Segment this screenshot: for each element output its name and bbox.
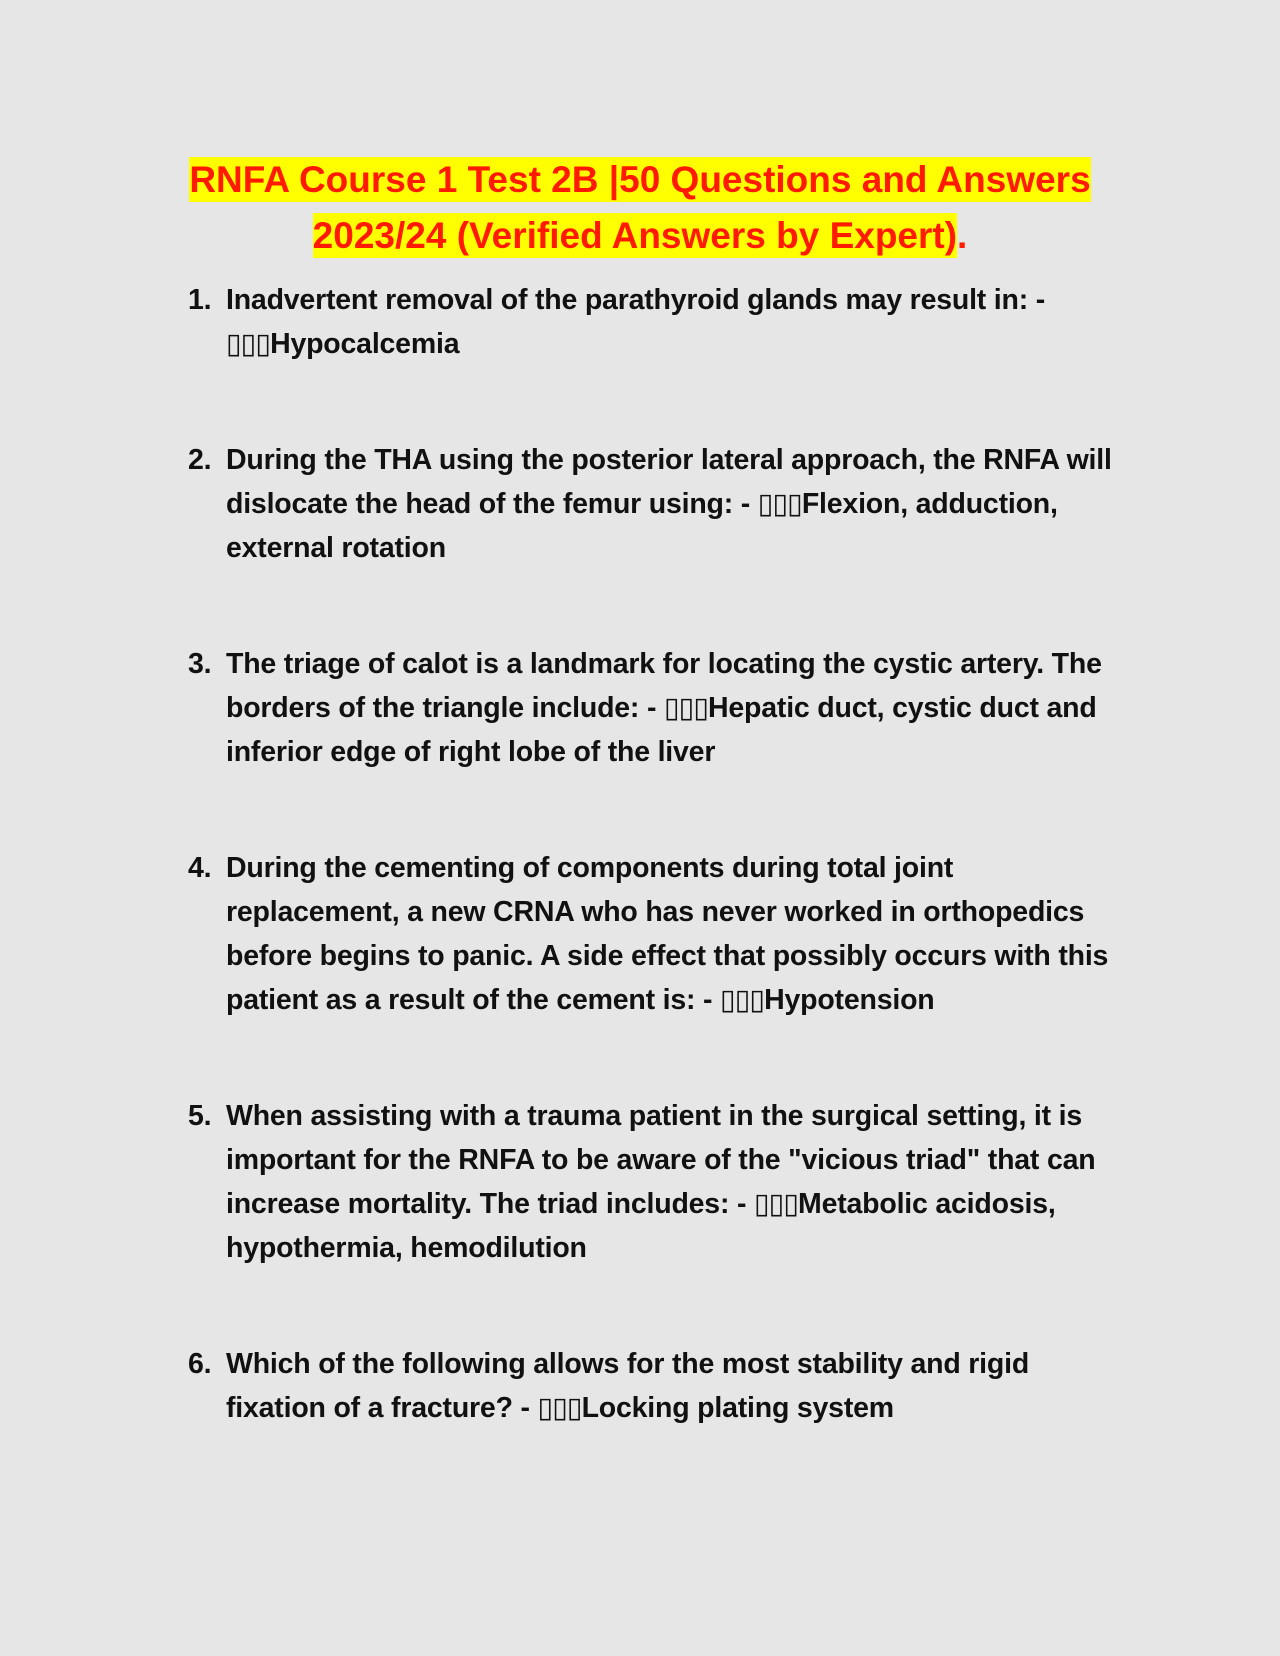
question-text: During the cementing of components during total joint replacement, a new CRNA who has never worked in orthopedics before begins to panic. A side effect that possibly occurs with this patient as a result of the cement is: - <box>226 852 1109 1016</box>
answer-text: Hypocalcemia <box>270 328 460 360</box>
answer-marker-glyphs: ▯▯▯ <box>720 984 765 1016</box>
question-number: 4. <box>188 852 212 884</box>
title-line-1: RNFA Course 1 Test 2B |50 Questions and Answers <box>189 159 1091 200</box>
answer-text: Hypotension <box>764 984 935 1016</box>
question-text: The triage of calot is a landmark for locating the cystic artery. The borders of the triangle include: - <box>226 648 1102 724</box>
answer-marker-glyphs: ▯▯▯ <box>663 692 709 724</box>
answer-text: Metabolic acidosis, hypothermia, hemodilution <box>226 1188 1056 1264</box>
answer-marker-glyphs: ▯▯▯ <box>757 488 802 520</box>
title-line-2: 2023/24 (Verified Answers by Expert) <box>312 215 958 256</box>
answer-text: Hepatic duct, cystic duct and inferior edge of right lobe of the liver <box>226 692 1097 768</box>
answer-text: Locking plating system <box>581 1392 894 1424</box>
question-number: 3. <box>188 648 212 680</box>
question-item <box>186 846 1126 1022</box>
question-number: 1. <box>188 284 212 316</box>
question-text: During the THA using the posterior lateral approach, the RNFA will dislocate the head of the femur using: - <box>226 444 1112 520</box>
question-item <box>186 1094 1126 1270</box>
title-period: . <box>957 215 968 256</box>
question-number: 2. <box>188 444 212 476</box>
question-text: When assisting with a trauma patient in the surgical setting, it is important for the RNFA to be aware of the "vicious triad" that can increase mortality. The triad includes: - <box>226 1100 1096 1220</box>
question-list <box>186 278 1126 1430</box>
answer-marker-glyphs: ▯▯▯ <box>226 328 271 360</box>
question-number: 6. <box>188 1348 212 1380</box>
question-item <box>186 438 1126 570</box>
question-text: Which of the following allows for the most stability and rigid fixation of a fracture? - <box>226 1348 1030 1424</box>
question-number: 5. <box>188 1100 212 1132</box>
question-item <box>186 1342 1126 1430</box>
question-text: Inadvertent removal of the parathyroid glands may result in: - <box>226 284 1046 316</box>
document-title <box>150 152 1130 264</box>
question-item <box>186 642 1126 774</box>
answer-text: Flexion, adduction, external rotation <box>226 488 1058 564</box>
answer-marker-glyphs: ▯▯▯ <box>537 1392 582 1424</box>
answer-marker-glyphs: ▯▯▯ <box>753 1188 799 1220</box>
question-item <box>186 278 1126 366</box>
